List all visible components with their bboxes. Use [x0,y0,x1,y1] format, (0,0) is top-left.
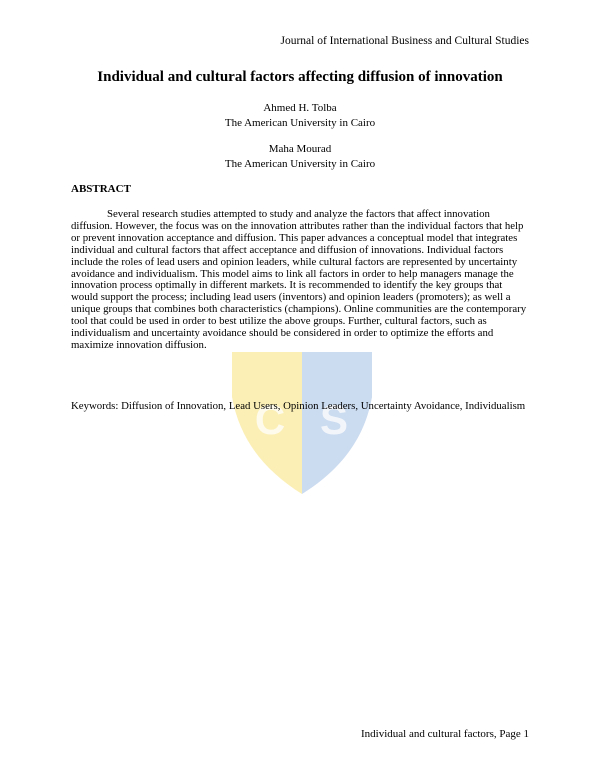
abstract-heading: ABSTRACT [71,183,131,195]
keywords-line: Keywords: Diffusion of Innovation, Lead Users, Opinion Leaders, Uncertainty Avoidance, Individualism [71,400,526,412]
paper-title: Individual and cultural factors affecting diffusion of innovation [97,69,503,85]
author-block-2 [0,142,600,172]
abstract-paragraph: Several research studies attempted to study and analyze the factors that affect innovation diffusion. However, the focus was on the innovation attributes rather than the individual factors that help or prevent innovation acceptance and diffusion. This paper advances a conceptual model that integrates individual and cultural factors that affect acceptance and diffusion of innovations. Individual factors include the roles of lead users and opinion leaders, while cultural factors are represented by uncertainty avoidance and individualism. This model aims to link all factors in order to help managers manage the innovation process optimally in different markets. It is recommended to identify the key groups that would support the process; including lead users (inventors) and opinion leaders (promoters); as well a unique groups that combines both characteristics (champions). Online communities are the contemporary tool that could be used in order to best utilize the above groups. Further, cultural factors, such as individualism and uncertainty avoidance should be considered in order to optimize the efforts and maximize innovation diffusion. [71,208,527,351]
running-footer-page-label: Individual and cultural factors, Page 1 [360,728,529,740]
running-header-journal: Journal of International Business and Cultural Studies [280,35,529,47]
watermark-letter-c: C [254,396,286,443]
author-name: Maha Mourad [268,143,332,155]
author-affiliation: The American University in Cairo [224,117,376,129]
author-name: Ahmed H. Tolba [263,102,337,114]
author-block-1 [0,101,600,131]
watermark-letter-s: S [319,396,349,443]
author-affiliation: The American University in Cairo [224,158,376,170]
journal-logo-watermark [232,352,372,494]
